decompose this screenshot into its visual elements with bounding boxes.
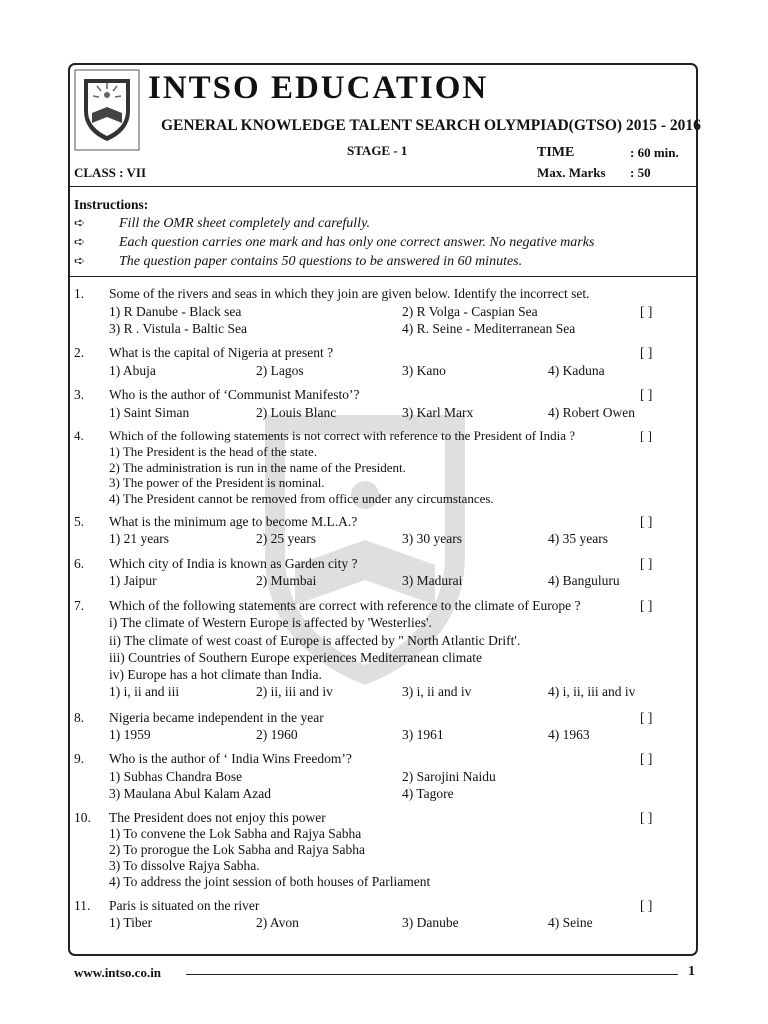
option[interactable]: 4) Tagore xyxy=(402,786,454,801)
option[interactable]: 2) Louis Blanc xyxy=(256,405,337,420)
statement-line: i) The climate of Western Europe is affected by 'Westerlies'. xyxy=(109,615,432,630)
answer-bracket[interactable]: [ ] xyxy=(640,514,653,529)
option[interactable]: 2) R Volga - Caspian Sea xyxy=(402,304,538,319)
class-label: CLASS : VII xyxy=(74,165,147,180)
answer-bracket[interactable]: [ ] xyxy=(640,751,653,766)
option[interactable]: 4) 35 years xyxy=(548,531,608,546)
option[interactable]: 1) Tiber xyxy=(109,915,153,930)
question-stem: Nigeria became independent in the year xyxy=(109,710,324,725)
question-number: 1. xyxy=(74,286,85,301)
option[interactable]: 3) 1961 xyxy=(402,727,444,742)
answer-bracket[interactable]: [ ] xyxy=(640,387,653,402)
question-number: 8. xyxy=(74,710,85,725)
question-stem: The President does not enjoy this power xyxy=(109,810,326,825)
option[interactable]: 1) Jaipur xyxy=(109,573,157,588)
option[interactable]: 2) Lagos xyxy=(256,363,304,378)
page-number: 1 xyxy=(688,964,695,979)
option[interactable]: 4) Kaduna xyxy=(548,363,605,378)
question-stem: Some of the rivers and seas in which they join are given below. Identify the incorrect set. xyxy=(109,286,590,301)
divider xyxy=(68,276,698,277)
statement-line: 2) To prorogue the Lok Sabha and Rajya Sabha xyxy=(109,842,365,857)
option[interactable]: 3) 30 years xyxy=(402,531,462,546)
question-number: 3. xyxy=(74,387,85,402)
statement-line: iii) Countries of Southern Europe experiences Mediterranean climate xyxy=(109,650,482,665)
answer-bracket[interactable]: [ ] xyxy=(640,428,652,443)
option[interactable]: 4) Seine xyxy=(548,915,593,930)
footer-rule xyxy=(186,974,678,975)
option[interactable]: 1) R Danube - Black sea xyxy=(109,304,242,319)
exam-subtitle: GENERAL KNOWLEDGE TALENT SEARCH OLYMPIAD(GTSO) 2015 - 2016 xyxy=(161,117,701,134)
option[interactable]: 3) R . Vistula - Baltic Sea xyxy=(109,321,248,336)
question-number: 2. xyxy=(74,345,85,360)
statement-line: iv) Europe has a hot climate than India. xyxy=(109,667,322,682)
question-number: 6. xyxy=(74,556,85,571)
answer-bracket[interactable]: [ ] xyxy=(640,710,653,725)
option[interactable]: 2) 1960 xyxy=(256,727,298,742)
brand-title: INTSO EDUCATION xyxy=(148,70,489,106)
question-stem: What is the capital of Nigeria at present ? xyxy=(109,345,334,360)
arrow-icon: ➪ xyxy=(74,253,85,268)
option[interactable]: 4) Banguluru xyxy=(548,573,620,588)
option[interactable]: 4) Robert Owen xyxy=(548,405,635,420)
option[interactable]: 1) Abuja xyxy=(109,363,156,378)
question-number: 5. xyxy=(74,514,85,529)
option[interactable]: 3) Madurai xyxy=(402,573,463,588)
question-number: 9. xyxy=(74,751,85,766)
option[interactable]: 4) i, ii, iii and iv xyxy=(548,684,636,699)
option[interactable]: 3) Karl Marx xyxy=(402,405,474,420)
answer-bracket[interactable]: [ ] xyxy=(640,898,653,913)
option[interactable]: 2) ii, iii and iv xyxy=(256,684,333,699)
instruction-item: ➪ The question paper contains 50 questions to be answered in 60 minutes. xyxy=(74,253,523,269)
option[interactable]: 2) Avon xyxy=(256,915,299,930)
time-value: : 60 min. xyxy=(630,145,679,160)
answer-bracket[interactable]: [ ] xyxy=(640,345,653,360)
option[interactable]: 1) Subhas Chandra Bose xyxy=(109,769,243,784)
question-stem: Paris is situated on the river xyxy=(109,898,260,913)
option[interactable]: 1) 21 years xyxy=(109,531,169,546)
time-label: TIME xyxy=(537,145,575,160)
max-marks-label: Max. Marks xyxy=(537,165,606,180)
divider xyxy=(68,186,698,187)
option[interactable]: 4) 1963 xyxy=(548,727,590,742)
arrow-icon: ➪ xyxy=(74,215,85,230)
statement-line: 3) The power of the President is nominal. xyxy=(109,475,325,490)
statement-line: 1) The President is the head of the state. xyxy=(109,444,318,459)
question-stem: Which of the following statements is not correct with reference to the President of India ? xyxy=(109,428,576,443)
question-number: 4. xyxy=(74,428,84,443)
instruction-item: ➪ Each question carries one mark and has only one correct answer. No negative marks xyxy=(74,234,595,250)
stage-label: STAGE - 1 xyxy=(347,143,408,158)
instructions-title: Instructions: xyxy=(74,197,149,212)
question-stem: Which of the following statements are correct with reference to the climate of Europe ? xyxy=(109,598,581,613)
option[interactable]: 2) Mumbai xyxy=(256,573,317,588)
option[interactable]: 4) R. Seine - Mediterranean Sea xyxy=(402,321,576,336)
statement-line: 4) To address the joint session of both houses of Parliament xyxy=(109,874,431,889)
statement-line: 3) To dissolve Rajya Sabha. xyxy=(109,858,260,873)
option[interactable]: 3) Kano xyxy=(402,363,446,378)
question-number: 7. xyxy=(74,598,85,613)
instruction-item: ➪ Fill the OMR sheet completely and carefully. xyxy=(74,215,371,231)
answer-bracket[interactable]: [ ] xyxy=(640,556,653,571)
footer-url: www.intso.co.in xyxy=(74,965,162,980)
option[interactable]: 1) i, ii and iii xyxy=(109,684,180,699)
option[interactable]: 3) Danube xyxy=(402,915,459,930)
option[interactable]: 3) i, ii and iv xyxy=(402,684,472,699)
intso-logo xyxy=(74,69,140,151)
question-stem: What is the minimum age to become M.L.A.? xyxy=(109,514,358,529)
statement-line: 1) To convene the Lok Sabha and Rajya Sabha xyxy=(109,826,362,841)
question-number: 11. xyxy=(74,898,91,913)
option[interactable]: 3) Maulana Abul Kalam Azad xyxy=(109,786,271,801)
option[interactable]: 1) Saint Siman xyxy=(109,405,190,420)
answer-bracket[interactable]: [ ] xyxy=(640,810,653,825)
arrow-icon: ➪ xyxy=(74,234,85,249)
statement-line: 2) The administration is run in the name of the President. xyxy=(109,460,406,475)
option[interactable]: 2) 25 years xyxy=(256,531,316,546)
option[interactable]: 2) Sarojini Naidu xyxy=(402,769,496,784)
statement-line: 4) The President cannot be removed from office under any circumstances. xyxy=(109,491,494,506)
statement-line: ii) The climate of west coast of Europe is affected by " North Atlantic Drift'. xyxy=(109,633,521,648)
option[interactable]: 1) 1959 xyxy=(109,727,151,742)
answer-bracket[interactable]: [ ] xyxy=(640,304,653,319)
answer-bracket[interactable]: [ ] xyxy=(640,598,653,613)
question-number: 10. xyxy=(74,810,91,825)
max-marks-value: : 50 xyxy=(630,165,651,180)
question-stem: Which city of India is known as Garden city ? xyxy=(109,556,358,571)
question-stem: Who is the author of ‘ India Wins Freedom’? xyxy=(109,751,352,766)
question-stem: Who is the author of ‘Communist Manifesto’? xyxy=(109,387,360,402)
